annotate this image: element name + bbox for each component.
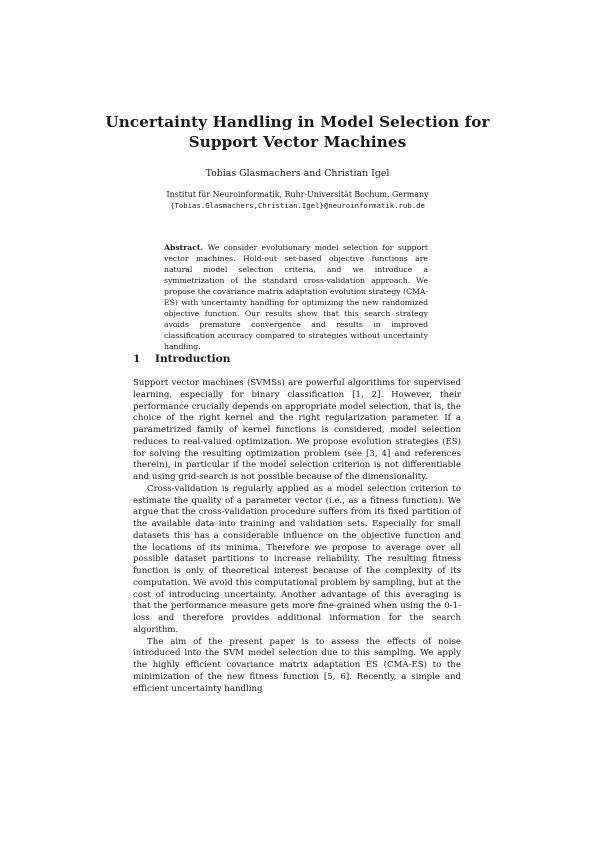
affiliation-block <box>0 189 595 211</box>
section-body <box>133 378 461 695</box>
authors: Tobias Glasmachers and Christian Igel <box>205 168 390 179</box>
paper-title <box>0 112 595 152</box>
abstract <box>164 242 428 352</box>
affiliation: Institut für Neuroinformatik, Ruhr-Universität Bochum, Germany <box>166 190 429 199</box>
section-title: Introduction <box>155 353 231 365</box>
paragraph: Cross-validation is regularly applied as a model selection criterion to estimate the quality of a parameter vector (i.e., as a fitness function). We argue that the cross-validation procedure suffers from its fixed partition of the available data into training and validation sets. Especially for small datasets this has a considerable influence on the objective function and the locations of its minima. Therefore we propose to average over all possible dataset partitions to increase reliability. The resulting fitness function is only of theoretical interest because of the complexity of its computation. We avoid this computational problem by sampling, but at the cost of introducing uncertainty. Another advantage of this averaging is that the performance measure gets more fine-grained when using the 0-1-loss and therefore provides additional information for the search algorithm. <box>133 483 461 635</box>
author-emails: {Tobias.Glasmachers,Christian.Igel}@neuroinformatik.rub.de <box>170 201 425 210</box>
paragraph: The aim of the present paper is to assess the effects of noise introduced into the SVM model selection due to this sampling. We apply the highly efficient covariance matrix adaptation ES (CMA-ES) to the minimization of the new fitness function [5, 6]. Recently, a simple and efficient uncertainty handling <box>133 636 461 694</box>
section-number: 1 <box>133 353 141 365</box>
title-line-2: Support Vector Machines <box>188 133 407 151</box>
section-heading <box>133 352 230 366</box>
abstract-label: Abstract. <box>164 243 204 252</box>
paragraph: Support vector machines (SVMSs) are powerful algorithms for supervised learning, especially for binary classification [1, 2]. However, their performance crucially depends on appropriate model selection, that is, the choice of the right kernel and the right regularization parameter. If a parametrized family of kernel functions is considered, model selection reduces to real-valued optimization. We propose evolution strategies (ES) for solving the resulting optimization problem (see [3, 4] and references therein), in particular if the model selection criterion is not differentiable and using grid-search is not possible because of the dimensionality. <box>133 378 461 482</box>
abstract-text: We consider evolutionary model selection for support vector machines. Hold-out set-based objective functions are natural model selection criteria, and we introduce a symmetrization of the standard cross-validation approach. We propose the covariance matrix adaptation evolution strategy (CMA-ES) with uncertainty handling for optimizing the new randomized objective function. Our results show that this search strategy avoids premature convergence and results in improved classification accuracy compared to strategies without uncertainty handling. <box>164 243 428 351</box>
title-line-1: Uncertainty Handling in Model Selection for <box>105 113 490 131</box>
